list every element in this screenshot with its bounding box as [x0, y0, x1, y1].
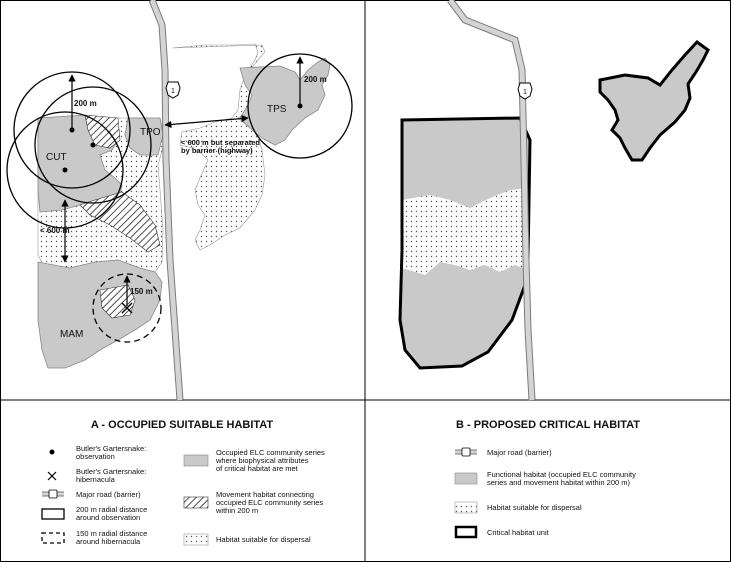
- label-150m: 150 m: [130, 287, 153, 296]
- legend-hibernacula-cross-icon: [48, 472, 56, 480]
- label-600m: < 600 m: [40, 226, 70, 235]
- legend-text: series and movement habitat within 200 m): [487, 478, 630, 487]
- legend-dot-fill-icon: [455, 502, 477, 513]
- observation-point: [63, 168, 68, 173]
- occupied-habitat-mam: [38, 260, 162, 368]
- legend-observation-dot-icon: [50, 450, 55, 455]
- legend-text: Major road (barrier): [487, 448, 552, 457]
- observation-point: [298, 104, 303, 109]
- legend-text: 200 m radial distance: [76, 505, 148, 514]
- label-mam: MAM: [60, 329, 84, 340]
- label-200m-west: 200 m: [74, 99, 97, 108]
- panel-b-map: [400, 0, 708, 400]
- legend-text: occupied ELC community series: [216, 498, 324, 507]
- legend-solid-box-icon: [42, 509, 64, 519]
- panel-a-map: [7, 0, 352, 400]
- legend-text: Functional habitat (occupied ELC community: [487, 470, 636, 479]
- legend-text: 150 m radial distance: [76, 529, 148, 538]
- legend-text: hibernacula: [76, 475, 115, 484]
- legend-thick-box-icon: [456, 527, 476, 537]
- legend-text: Habitat suitable for dispersal: [216, 535, 311, 544]
- label-tps: TPS: [267, 104, 287, 115]
- legend-a-left: [42, 444, 147, 546]
- road-shield-icon: [166, 82, 180, 98]
- legend-text: Major road (barrier): [76, 490, 141, 499]
- legend-dashed-box-icon: [42, 533, 64, 543]
- observation-point: [70, 128, 75, 133]
- observation-point: [91, 143, 96, 148]
- label-barrier-line1: < 600 m but separated: [181, 138, 260, 147]
- legend-a-right: [184, 448, 325, 545]
- legend-hatch-fill-icon: [184, 497, 208, 508]
- panel-a-title: A - OCCUPIED SUITABLE HABITAT: [90, 419, 274, 431]
- legend-grey-fill-icon: [184, 455, 208, 466]
- legend-grey-fill-icon: [455, 473, 477, 484]
- legend-text: observation: [76, 452, 115, 461]
- road-number-label: 1: [171, 88, 175, 95]
- road-number-label: 1: [523, 89, 527, 96]
- legend-dot-fill-icon: [184, 534, 208, 545]
- legend-major-road-icon: [42, 490, 64, 498]
- road-shield-icon: [518, 83, 532, 99]
- legend-text: Occupied ELC community series: [216, 448, 325, 457]
- legend-text: within 200 m: [216, 506, 259, 515]
- legend-text: Habitat suitable for dispersal: [487, 503, 582, 512]
- legend-major-road-icon: [455, 448, 477, 456]
- legend-text: Butler's Gartersnake:: [76, 444, 147, 453]
- legend-text: of critical habitat are met: [216, 464, 298, 473]
- label-barrier-line2: by barrier (highway): [181, 146, 253, 155]
- legend-text: Critical habitat unit: [487, 528, 549, 537]
- legend-text: Movement habitat connecting: [216, 490, 314, 499]
- legend-b: [455, 448, 636, 537]
- legend-text: Butler's Gartersnake:: [76, 467, 147, 476]
- panel-b-title: B - PROPOSED CRITICAL HABITAT: [456, 419, 640, 431]
- label-200m-east: 200 m: [304, 75, 327, 84]
- legend-text: where biophysical attributes: [216, 456, 309, 465]
- legend-text: around hibernacula: [76, 537, 141, 546]
- critical-habitat-unit-tps: [600, 42, 708, 160]
- label-cut: CUT: [46, 152, 67, 163]
- label-tpo: TPO: [140, 127, 161, 138]
- legend-text: around observation: [76, 513, 141, 522]
